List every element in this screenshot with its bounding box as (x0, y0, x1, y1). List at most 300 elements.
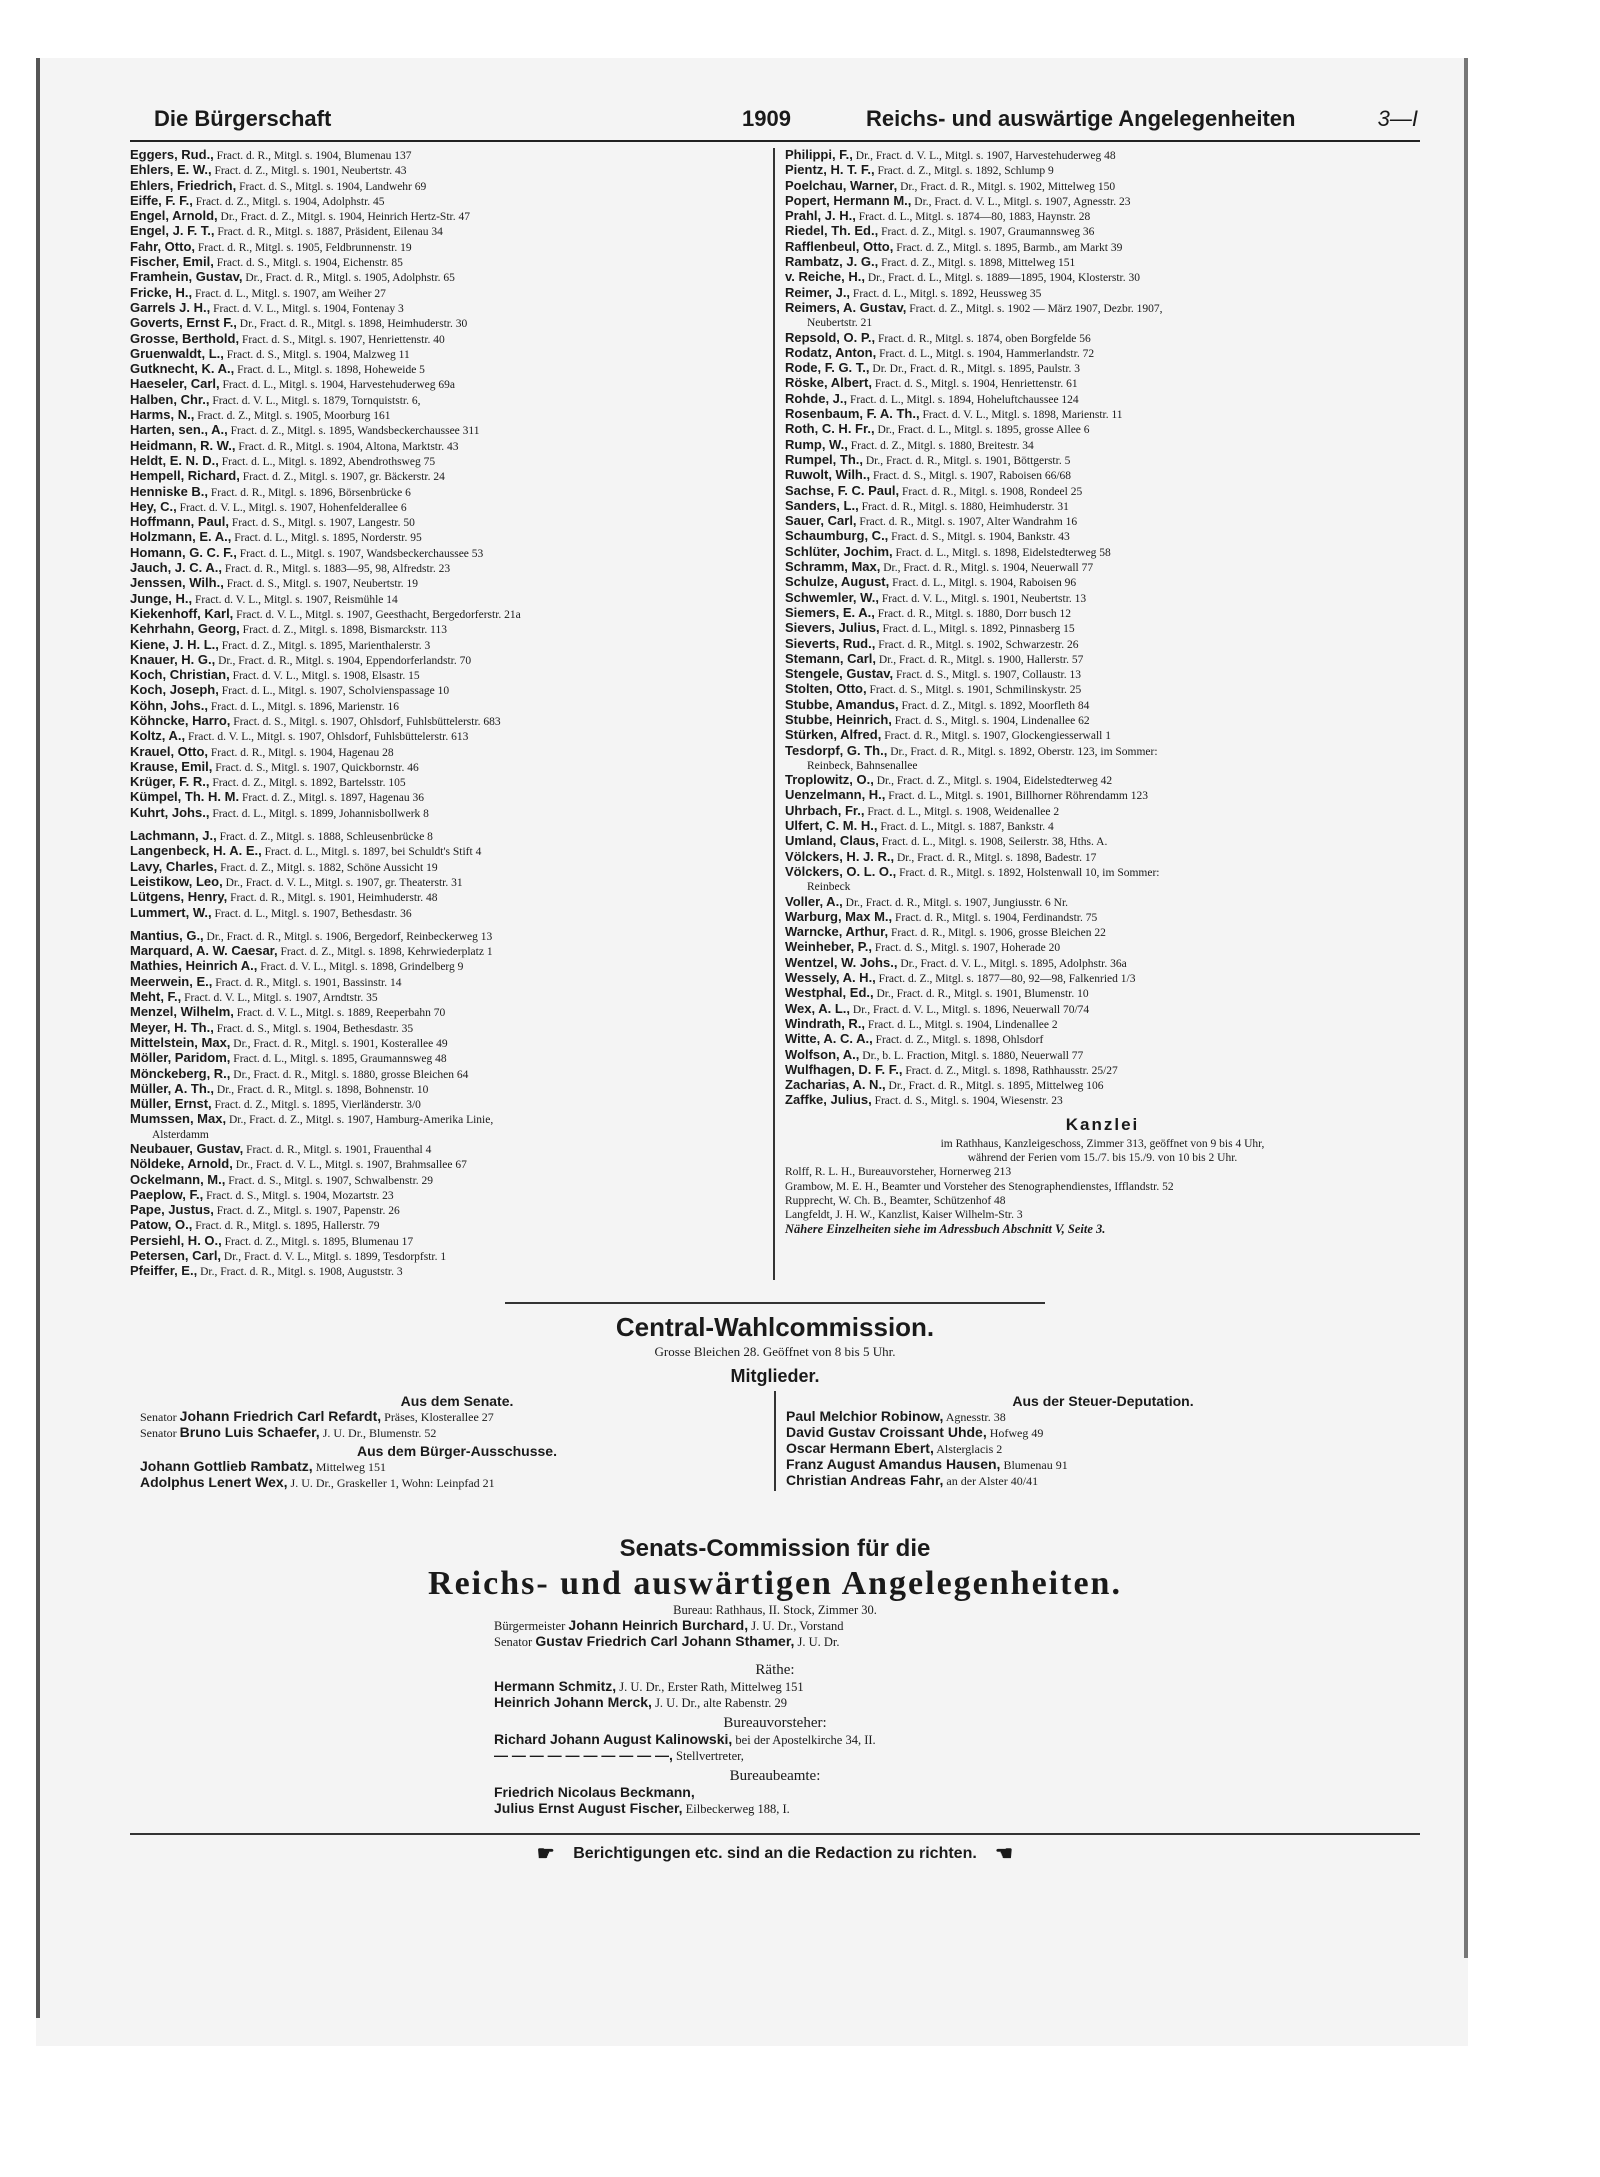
member-details: Dr., Fract. d. V. L., Mitgl. s. 1907, gr. Theaterstr. 31 (225, 876, 463, 889)
member-name: Troplowitz, O., (785, 773, 874, 788)
member-name: Eiffe, F. F., (130, 193, 193, 208)
member-entry (785, 148, 1420, 163)
member-entry (130, 1036, 765, 1051)
member-name: Petersen, Carl, (130, 1249, 222, 1264)
member-entry (130, 500, 765, 515)
person-name: Johann Gottlieb Rambatz, (140, 1457, 313, 1474)
member-name: Warburg, Max M., (785, 909, 893, 924)
member-entry (130, 806, 765, 821)
scan-edge-right (1464, 58, 1468, 1958)
member-entry (130, 255, 765, 270)
member-entry (785, 986, 1420, 1001)
person-details: J. U. Dr., alte Rabenstr. 29 (655, 1695, 787, 1710)
member-name: Jauch, J. C. A., (130, 561, 222, 576)
member-details: Fract. d. Z., Mitgl. s. 1898, Mittelweg 151 (881, 257, 1076, 270)
member-details: Fract. d. L., Mitgl. s. 1895, Norderstr. 95 (234, 532, 422, 545)
member-entry (785, 788, 1420, 803)
person-details: Stellvertreter, (676, 1748, 744, 1763)
member-entry (785, 880, 1420, 894)
member-name: Marquard, A. W. Caesar, (130, 944, 278, 959)
pointing-hand-icon: ☛ (536, 1842, 555, 1865)
member-details: Dr., Fract. d. R., Mitgl. s. 1904, Neuerwall 77 (883, 562, 1094, 575)
member-details: Fract. d. L., Mitgl. s. 1895, Graumannsweg 48 (233, 1053, 447, 1066)
member-details: Fract. d. Z., Mitgl. s. 1901, Neubertstr. 43 (214, 165, 407, 178)
member-name: Neubauer, Gustav, (130, 1142, 244, 1156)
person-entry (786, 1457, 1420, 1473)
member-details: Fract. d. Z., Mitgl. s. 1895, Marienthalerstr. 3 (221, 639, 431, 652)
member-entry (130, 745, 765, 760)
member-details: Fract. d. L., Mitgl. s. 1904, Raboisen 96 (892, 577, 1077, 590)
member-details: Fract. d. L., Mitgl. s. 1892, Abendrothsweg 75 (221, 455, 436, 468)
tax-deputation-heading: Aus der Steuer-Deputation. (1012, 1392, 1194, 1409)
member-details: Fract. d. S., Mitgl. s. 1907, Ohlsdorf, Fuhlsbüttelerstr. 683 (233, 715, 501, 728)
person-details: J. U. Dr., Vorstand (751, 1618, 844, 1633)
header-section: Reichs- und auswärtige Angelegenheiten (866, 106, 1296, 131)
member-entry (130, 316, 765, 331)
member-entry (130, 286, 765, 301)
member-name: Wolfson, A., (785, 1047, 860, 1062)
member-entry (785, 1063, 1420, 1078)
member-details: Fract. d. S., Mitgl. s. 1904, Landwehr 69 (239, 180, 427, 193)
member-entry (785, 301, 1420, 316)
member-name: Zacharias, A. N., (785, 1078, 886, 1093)
member-details: Fract. d. Z., Mitgl. s. 1895, Blumenau 17 (224, 1235, 414, 1248)
member-name: Koch, Joseph, (130, 683, 219, 698)
member-details: Fract. d. Z., Mitgl. s. 1898, Kehrwiederplatz 1 (280, 946, 493, 959)
member-entry (785, 545, 1420, 560)
member-details: Fract. d. R., Mitgl. s. 1907, Alter Wandrahm 16 (859, 516, 1078, 529)
member-name: Wulfhagen, D. F. F., (785, 1062, 903, 1077)
member-entry (785, 910, 1420, 925)
member-details: Fract. d. R., Mitgl. s. 1901, Frauenthal 4 (246, 1144, 432, 1156)
member-details: Dr., Fract. d. R., Mitgl. s. 1898, Badestr. 17 (896, 851, 1097, 864)
member-name: Ockelmann, M., (130, 1172, 226, 1187)
kanzlei-line: im Rathhaus, Kanzleigeschoss, Zimmer 313, geöffnet von 9 bis 4 Uhr, (940, 1137, 1265, 1150)
member-entry (130, 699, 765, 714)
member-entry (785, 804, 1420, 819)
member-details: Fract. d. S., Mitgl. s. 1907, Raboisen 66/68 (872, 470, 1072, 483)
member-entry (785, 575, 1420, 590)
member-details: Fract. d. S., Mitgl. s. 1907, Neubertstr. 19 (226, 578, 419, 591)
member-details: Fract. d. Z., Mitgl. s. 1892, Schlump 9 (877, 165, 1054, 178)
person-details: Blumenau 91 (1003, 1457, 1068, 1472)
member-name: Sauer, Carl, (785, 514, 857, 529)
member-details: Fract. d. L., Mitgl. s. 1892, Heussweg 35 (852, 287, 1042, 300)
person-name: Julius Ernst August Fischer, (494, 1799, 683, 1816)
member-details: Dr., Fract. d. L., Mitgl. s. 1889—1895, 1904, Klosterstr. 30 (867, 272, 1141, 285)
citizen-committee-heading: Aus dem Bürger-Ausschusse. (357, 1442, 557, 1459)
member-name: Paeplow, F., (130, 1187, 204, 1202)
member-details: Dr., Fract. d. V. L., Mitgl. s. 1895, Adolphstr. 36a (900, 957, 1127, 970)
member-name: Köhn, Johs., (130, 698, 208, 713)
person-name: Friedrich Nicolaus Beckmann, (494, 1783, 695, 1800)
member-entry (130, 1097, 765, 1112)
person-entry (494, 1801, 1420, 1817)
member-entry (130, 362, 765, 377)
bureaubeamte-list (494, 1785, 1420, 1817)
member-entry (785, 667, 1420, 682)
person-entry (494, 1732, 1420, 1748)
member-name: Homann, G. C. F., (130, 545, 237, 560)
person-name: David Gustav Croissant Uhde, (786, 1423, 987, 1440)
member-columns (130, 148, 1420, 1280)
member-details: Fract. d. R., Mitgl. s. 1906, grosse Bleichen 22 (890, 927, 1106, 940)
senate-commission-subject: Reichs- und auswärtigen Angelegenheiten. (428, 1564, 1122, 1602)
central-members-right (776, 1391, 1420, 1491)
member-details: Fract. d. S., Mitgl. s. 1904, Bankstr. 43 (891, 531, 1070, 544)
member-details: Fract. d. V. L., Mitgl. s. 1904, Fontenay 3 (213, 302, 404, 315)
member-name: Hey, C., (130, 499, 177, 514)
member-name: Wex, A. L., (785, 1001, 851, 1016)
member-name: Leistikow, Leo, (130, 874, 223, 889)
person-name: Heinrich Johann Merck, (494, 1693, 652, 1710)
member-entry (785, 682, 1420, 697)
person-entry (140, 1475, 774, 1491)
member-details: Fract. d. Z., Mitgl. s. 1897, Hagenau 36 (241, 792, 424, 805)
member-name: Lavy, Charles, (130, 859, 218, 874)
member-entry (130, 1203, 765, 1218)
member-details: Fract. d. R., Mitgl. s. 1904, Ferdinandstr. 75 (895, 911, 1098, 924)
member-name: v. Reiche, H., (785, 270, 865, 285)
member-name: Engel, Arnold, (130, 209, 218, 224)
member-details: Reinbeck, Bahnsenallee (807, 759, 918, 772)
member-entry (130, 270, 765, 285)
member-entry (130, 515, 765, 530)
person-entry (786, 1473, 1420, 1489)
header-year: 1909 (742, 106, 791, 131)
member-name: Philippi, F., (785, 148, 853, 162)
member-details: Fract. d. L., Mitgl. s. 1907, Bethesdastr. 36 (214, 907, 412, 920)
tax-deputation-members (786, 1409, 1420, 1489)
member-entry (130, 890, 765, 905)
member-name: Stemann, Carl, (785, 651, 877, 666)
member-name: Stürken, Alfred, (785, 728, 882, 743)
member-entry (130, 1021, 765, 1036)
member-name: Stengele, Gustav, (785, 667, 894, 682)
person-entry (786, 1425, 1420, 1441)
member-entry (130, 714, 765, 729)
person-title: Bürgermeister (494, 1618, 566, 1633)
member-entry (785, 773, 1420, 788)
member-entry (785, 865, 1420, 880)
member-name: Uhrbach, Fr., (785, 803, 865, 818)
senate-commission-bureau: Bureau: Rathhaus, II. Stock, Zimmer 30. (673, 1602, 877, 1617)
member-name: Holzmann, E. A., (130, 530, 232, 545)
member-name: Rump, W., (785, 437, 848, 452)
member-name: Patow, O., (130, 1218, 193, 1233)
header-page-number: 3—I (1377, 106, 1418, 131)
member-name: Fahr, Otto, (130, 239, 195, 254)
member-entry (785, 652, 1420, 667)
footer-text: Berichtigungen etc. sind an die Redaction zu richten. (573, 1844, 977, 1862)
member-entry (130, 668, 765, 683)
member-name: Möller, Paridom, (130, 1051, 231, 1066)
member-entry (130, 209, 765, 224)
member-entry (785, 606, 1420, 621)
member-name: Harms, N., (130, 408, 195, 423)
person-name: — — — — — — — — — —, (494, 1746, 673, 1763)
member-details: Reinbeck (807, 881, 851, 894)
member-details: Fract. d. S., Mitgl. s. 1904, Henriettenstr. 61 (874, 378, 1078, 391)
member-entry (130, 929, 765, 944)
member-details: Fract. d. R., Mitgl. s. 1880, Heimhuderstr. 31 (861, 500, 1069, 513)
member-details: Fract. d. R., Mitgl. s. 1908, Rondeel 25 (902, 485, 1083, 498)
member-details: Dr., Fract. d. L., Mitgl. s. 1895, grosse Allee 6 (877, 424, 1090, 437)
member-details: Fract. d. Z., Mitgl. s. 1892, Moorfleth 84 (901, 699, 1090, 712)
person-entry (494, 1748, 1420, 1764)
member-entry (130, 775, 765, 790)
member-name: Umland, Claus, (785, 834, 879, 849)
member-entry (785, 560, 1420, 575)
member-details: Dr., Fract. d. R., Mitgl. s. 1905, Adolphstr. 65 (245, 272, 455, 285)
member-details: Fract. d. V. L., Mitgl. s. 1901, Neubertstr. 13 (881, 592, 1087, 605)
person-details: Alsterglacis 2 (936, 1441, 1003, 1456)
member-name: Rambatz, J. G., (785, 255, 879, 270)
member-details: Fract. d. L., Mitgl. s. 1898, Hoheweide 5 (237, 364, 425, 377)
member-entry (130, 683, 765, 698)
member-name: Repsold, O. P., (785, 330, 876, 345)
member-name: Weinheber, P., (785, 940, 872, 955)
member-details: Fract. d. R., Mitgl. s. 1895, Hallerstr. 79 (195, 1220, 380, 1233)
member-entry (785, 224, 1420, 239)
member-name: Röske, Albert, (785, 376, 872, 391)
member-entry (130, 332, 765, 347)
member-details: Fract. d. Z., Mitgl. s. 1895, Wandsbeckerchaussee 311 (230, 425, 480, 438)
member-details: Dr., Fract. d. R., Mitgl. s. 1898, Heimhuderstr. 30 (239, 318, 468, 331)
member-details: Fract. d. S., Mitgl. s. 1907, Collaustr. 13 (896, 669, 1081, 682)
member-name: Heldt, E. N. D., (130, 453, 219, 468)
member-entry (785, 376, 1420, 391)
member-entry (785, 529, 1420, 544)
member-name: Lummert, W., (130, 905, 212, 920)
member-details: Fract. d. V. L., Mitgl. s. 1907, Geesthacht, Bergedorferstr. 21a (236, 608, 521, 621)
pointing-hand-icon: ☛ (995, 1842, 1014, 1865)
member-details: Fract. d. R., Mitgl. s. 1887, Präsident, Eilenau 34 (217, 226, 443, 239)
member-details: Fract. d. Z., Mitgl. s. 1904, Adolphstr. 45 (195, 195, 385, 208)
member-details: Fract. d. L., Mitgl. s. 1904, Lindenallee 2 (867, 1018, 1058, 1031)
member-entry (785, 621, 1420, 636)
header-left: Die Bürgerschaft (154, 106, 332, 131)
member-name: Engel, J. F. T., (130, 224, 215, 239)
member-name: Poelchau, Warner, (785, 178, 898, 193)
raethe-list (494, 1679, 1420, 1711)
person-details: an der Alster 40/41 (946, 1473, 1039, 1488)
member-name: Menzel, Wilhelm, (130, 1005, 234, 1020)
member-entry (130, 944, 765, 959)
member-name: Wessely, A. H., (785, 971, 876, 986)
member-entry (785, 637, 1420, 652)
member-details: Fract. d. V. L., Mitgl. s. 1907, Arndtstr. 35 (184, 992, 378, 1005)
member-name: Rafflenbeul, Otto, (785, 239, 894, 254)
member-entry (130, 1264, 765, 1279)
member-entry (130, 224, 765, 239)
member-details: Fract. d. Z., Mitgl. s. 1888, Schleusenbrücke 8 (219, 831, 433, 844)
member-name: Völckers, H. J. R., (785, 849, 895, 864)
member-name: Roth, C. H. Fr., (785, 422, 875, 437)
member-details: Fract. d. Z., Mitgl. s. 1907, gr. Bäckerstr. 24 (242, 471, 445, 484)
member-entry (785, 834, 1420, 849)
senate-commission-title: Senats-Commission für die (619, 1534, 931, 1562)
member-details: Dr., Fract. d. V. L., Mitgl. s. 1907, Brahmsallee 67 (235, 1159, 467, 1172)
member-details: Dr., Fract. d. V. L., Mitgl. s. 1907, Harvestehuderweg 48 (855, 150, 1116, 162)
member-details: Alsterdamm (152, 1128, 209, 1141)
member-details: Fract. d. Z., Mitgl. s. 1895, Vierländerstr. 3/0 (214, 1099, 421, 1112)
member-details: Fract. d. L., Mitgl. s. 1901, Billhorner Röhrendamm 123 (888, 790, 1148, 803)
person-details: Mittelweg 151 (315, 1459, 387, 1474)
member-details: Fract. d. V. L., Mitgl. s. 1879, Tornquiststr. 6, (212, 394, 421, 407)
member-name: Pientz, H. T. F., (785, 163, 875, 178)
member-name: Gutknecht, K. A., (130, 362, 235, 377)
member-details: Fract. d. L., Mitgl. s. 1904, Hammerlandstr. 72 (879, 347, 1095, 360)
person-entry (140, 1425, 774, 1441)
member-entry (785, 346, 1420, 361)
central-commission-members (130, 1391, 1420, 1491)
member-details: Dr., Fract. d. R., Mitgl. s. 1908, Auguststr. 3 (200, 1266, 403, 1279)
member-name: Eggers, Rud., (130, 148, 214, 162)
member-entry (785, 407, 1420, 422)
member-details: Fract. d. Z., Mitgl. s. 1907, Graumannsweg 36 (881, 226, 1095, 239)
person-details: Agnesstr. 38 (945, 1409, 1006, 1424)
member-name: Gruenwaldt, L., (130, 346, 224, 361)
member-details: Dr., Fract. d. V. L., Mitgl. s. 1896, Neuerwall 70/74 (852, 1003, 1090, 1016)
member-name: Krüger, F. R., (130, 775, 210, 790)
member-entry (785, 1093, 1420, 1108)
member-name: Rohde, J., (785, 391, 848, 406)
member-entry (785, 453, 1420, 468)
member-details: Dr., Fract. d. Z., Mitgl. s. 1904, Heinrich Hertz-Str. 47 (220, 211, 470, 224)
member-name: Persiehl, H. O., (130, 1233, 222, 1248)
member-name: Mantius, G., (130, 928, 204, 943)
member-name: Mathies, Heinrich A., (130, 959, 258, 974)
member-name: Hempell, Richard, (130, 469, 240, 484)
member-entry (785, 1017, 1420, 1032)
member-entry (130, 469, 765, 484)
member-details: Fract. d. R., Mitgl. s. 1904, Altona, Marktstr. 43 (238, 440, 459, 453)
member-entry (130, 148, 765, 163)
member-name: Fischer, Emil, (130, 255, 214, 270)
member-details: Dr., Fract. d. R., Mitgl. s. 1907, Jungiusstr. 6 Nr. (845, 896, 1069, 909)
central-commission-address: Grosse Bleichen 28. Geöffnet von 8 bis 5 Uhr. (654, 1343, 896, 1359)
member-details: Fract. d. L., Mitgl. s. 1874—80, 1883, Haynstr. 28 (858, 211, 1091, 224)
member-entry (130, 653, 765, 668)
member-details: Fract. d. R., Mitgl. s. 1880, Dorr busch 12 (877, 607, 1071, 620)
kanzlei-line: Rolff, R. L. H., Bureauvorsteher, Hornerweg 213 (785, 1166, 1012, 1179)
member-details: Dr., Fract. d. R., Mitgl. s. 1900, Hallerstr. 57 (878, 653, 1084, 666)
member-entry (130, 454, 765, 469)
member-entry (130, 975, 765, 990)
senate-heading: Aus dem Senate. (400, 1392, 514, 1409)
member-entry (130, 240, 765, 255)
member-name: Haeseler, Carl, (130, 377, 220, 392)
member-entry (785, 286, 1420, 301)
person-title: Senator (140, 1425, 177, 1440)
member-details: Fract. d. S., Mitgl. s. 1904, Lindenallee 62 (894, 714, 1090, 727)
member-details: Dr. Dr., Fract. d. R., Mitgl. s. 1895, Paulstr. 3 (872, 363, 1081, 376)
member-details: Fract. d. R., Mitgl. s. 1901, Heimhuderstr. 48 (230, 892, 438, 905)
member-entry (130, 377, 765, 392)
member-details: Fract. d. S., Mitgl. s. 1907, Hoherade 20 (874, 942, 1061, 955)
person-details: Eilbeckerweg 188, I. (685, 1801, 790, 1816)
member-name: Kehrhahn, Georg, (130, 622, 240, 637)
member-name: Ruwolt, Wilh., (785, 468, 871, 483)
senate-members (140, 1409, 774, 1441)
member-entry (130, 1234, 765, 1249)
member-details: Fract. d. R., Mitgl. s. 1901, Bassinstr. 14 (215, 976, 402, 989)
member-name: Schulze, August, (785, 575, 890, 590)
member-details: Fract. d. V. L., Mitgl. s. 1907, Reismühle 14 (195, 593, 398, 606)
person-entry (494, 1634, 1420, 1650)
person-name: Johann Friedrich Carl Refardt, (179, 1407, 382, 1424)
member-name: Krauel, Otto, (130, 744, 209, 759)
person-details: J. U. Dr., Blumenstr. 52 (322, 1425, 437, 1440)
member-details: Dr., Fract. d. R., Mitgl. s. 1892, Oberstr. 123, im Sommer: (890, 745, 1158, 758)
member-name: Kümpel, Th. H. M. (130, 790, 240, 805)
member-name: Reimer, J., (785, 285, 851, 300)
member-name: Ulfert, C. M. H., (785, 819, 878, 834)
member-entry (785, 1078, 1420, 1093)
member-details: Fract. d. S., Mitgl. s. 1907, Langestr. 50 (231, 517, 415, 530)
member-entry (785, 392, 1420, 407)
member-details: Dr., Fract. d. R., Mitgl. s. 1902, Mittelweg 150 (900, 180, 1116, 193)
member-details: Fract. d. Z., Mitgl. s. 1880, Breitestr. 34 (850, 439, 1034, 452)
member-details: Fract. d. R., Mitgl. s. 1883—95, 98, Alfredstr. 23 (224, 563, 451, 576)
person-entry (494, 1679, 1420, 1695)
member-name: Reimers, A. Gustav, (785, 300, 907, 315)
member-details: Fract. d. L., Mitgl. s. 1897, bei Schuldt's Stift 4 (264, 846, 482, 859)
member-entry (785, 971, 1420, 986)
running-header (130, 104, 1420, 142)
member-name: Goverts, Ernst F., (130, 316, 237, 331)
member-entry (785, 819, 1420, 834)
member-name: Rode, F. G. T., (785, 361, 870, 376)
member-details: Fract. d. L., Mitgl. s. 1892, Pinnasberg 15 (882, 623, 1075, 636)
members-heading: Mitglieder. (730, 1365, 820, 1386)
member-entry (785, 728, 1420, 743)
member-details: Dr., Fract. d. V. L., Mitgl. s. 1899, Tesdorpfstr. 1 (223, 1251, 447, 1264)
member-name: Tesdorpf, G. Th., (785, 743, 888, 758)
person-title: Senator (140, 1409, 177, 1424)
member-entry (130, 760, 765, 775)
member-entry (130, 1142, 765, 1157)
member-details: Fract. d. S., Mitgl. s. 1907, Schwalbenstr. 29 (228, 1174, 434, 1187)
member-name: Völckers, O. L. O., (785, 864, 897, 879)
member-details: Fract. d. R., Mitgl. s. 1905, Feldbrunnenstr. 19 (197, 241, 412, 254)
member-name: Halben, Chr., (130, 392, 210, 407)
member-details: Fract. d. R., Mitgl. s. 1902, Schwarzestr. 26 (878, 638, 1079, 651)
member-name: Fricke, H., (130, 285, 193, 300)
member-entry (130, 860, 765, 875)
member-entry (785, 240, 1420, 255)
member-details: Dr., b. L. Fraction, Mitgl. s. 1880, Neuerwall 77 (862, 1049, 1084, 1062)
member-details: Fract. d. R., Mitgl. s. 1907, Glockengiesserwall 1 (884, 730, 1111, 743)
member-details: Dr., Fract. d. Z., Mitgl. s. 1907, Hamburg-Amerika Linie, (228, 1114, 494, 1127)
citizen-committee-members (140, 1459, 774, 1491)
member-name: Hoffmann, Paul, (130, 515, 229, 530)
member-name: Meerwein, E., (130, 974, 213, 989)
member-details: Fract. d. L., Mitgl. s. 1898, Eidelstedterweg 58 (895, 546, 1111, 559)
member-details: Fract. d. Z., Mitgl. s. 1882, Schöne Aussicht 19 (220, 861, 438, 874)
member-entry (785, 194, 1420, 209)
member-name: Riedel, Th. Ed., (785, 224, 879, 239)
member-entry (130, 729, 765, 744)
member-details: Fract. d. L., Mitgl. s. 1887, Bankstr. 4 (880, 821, 1054, 834)
kanzlei-line: während der Ferien vom 15./7. bis 15./9. von 10 bis 2 Uhr. (967, 1152, 1238, 1164)
member-name: Krause, Emil, (130, 759, 213, 774)
member-details: Fract. d. S., Mitgl. s. 1904, Bethesdastr. 35 (216, 1022, 414, 1035)
member-name: Witte, A. C. A., (785, 1032, 873, 1047)
member-entry (130, 622, 765, 637)
person-name: Franz August Amandus Hausen, (786, 1455, 1001, 1472)
